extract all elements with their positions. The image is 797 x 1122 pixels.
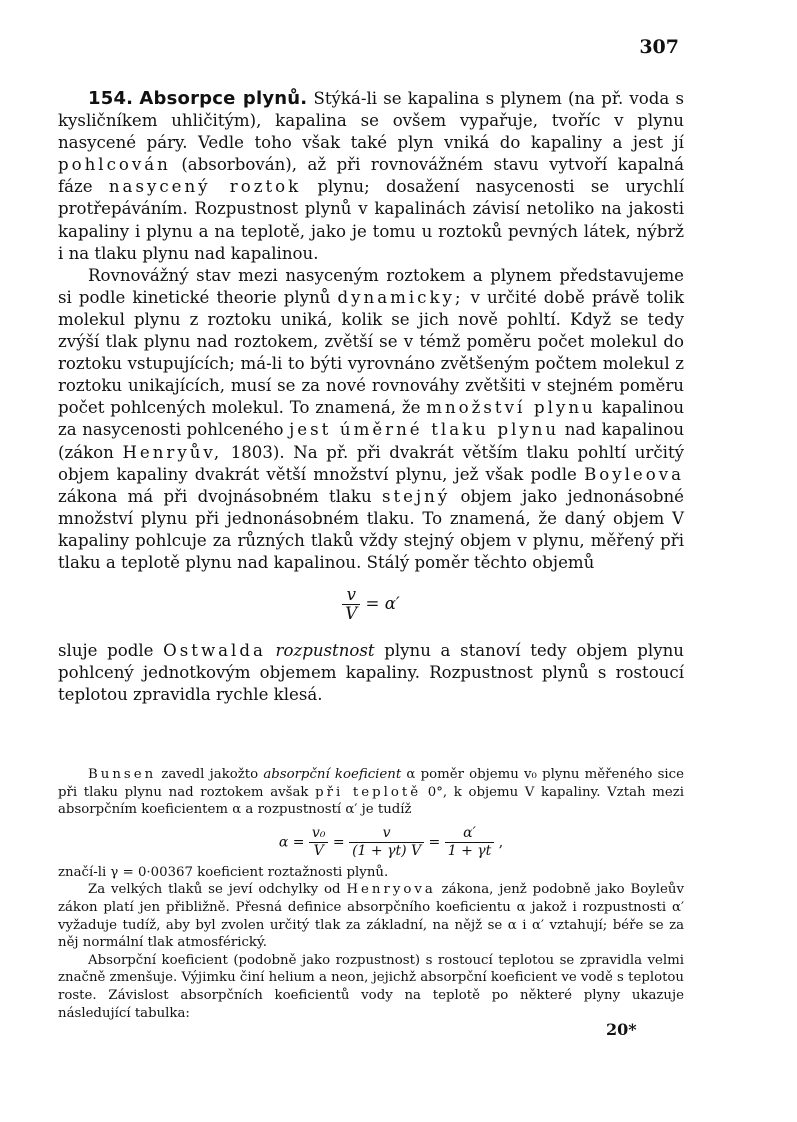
formula-lhs: α = bbox=[278, 834, 305, 851]
numerator: v bbox=[349, 825, 424, 843]
text: 1803). Na př. při dvakrát větším tlaku pohltí určitý objem kapaliny dvakrát větší množství plynu, jež však podle bbox=[58, 442, 684, 484]
numerator: v bbox=[342, 586, 360, 605]
text: Za velkých tlaků se jeví odchylky od bbox=[88, 882, 341, 898]
text: α poměr objemu v₀ plynu měřeného sice při tlaku plynu nad roztokem avšak bbox=[58, 767, 684, 800]
small-paragraph-3: Absorpční koeficient (podobně jako rozpustnost) s rostoucí teplotou se zpravidla velmi značně zmenšuje. Výjimku činí helium a neon, jejichž absorpční koeficient ve vodě s teplotou roste. Závislost absorpčních koeficientů vody na teplotě po některé plyny ukazuje následující tabulka: bbox=[58, 952, 684, 1021]
text: v určité době právě tolik molekul plynu z roztoku uniká, kolik se jich nově pohltí. Když se tedy zvýší tlak plynu nad roztokem, zvětší se v témž poměru počet molekul do roztoku vstupujících; má-li to býti vyrovnáno zvětšeným počtem molekul z roztoku unikajících, musí se za nové rovnováhy zvětšiti v stejném poměru počet pohlcených molekul. To znamená, že bbox=[58, 287, 685, 418]
text: plynu a stanoví tedy objem plynu pohlcený jednotkovým objemem kapaliny. Rozpustnost plynů s rostoucí teplotou zpravidla rychle klesá. bbox=[58, 641, 684, 705]
section-number: 154. bbox=[88, 88, 134, 109]
numerator: α′ bbox=[445, 825, 495, 843]
text: zavedl jakožto bbox=[161, 767, 259, 782]
spaced-term: při teplotě bbox=[315, 784, 422, 800]
equals: = bbox=[428, 834, 441, 851]
paragraph-1 bbox=[58, 88, 684, 265]
denominator: 1 + γt bbox=[447, 842, 492, 859]
text: objem jako jednonásobné množství plynu při jednonásobném tlaku. To znamená, že daný objem V kapaliny pohlcuje za různých tlaků vždy stejný objem v plynu, měřený při tlaku a teplotě plynu nad kapalinou. Stálý poměr těchto objemů bbox=[58, 486, 684, 572]
italic-term: absorpční koeficient bbox=[263, 767, 402, 782]
text: kapalinou za nasycenosti pohlceného bbox=[58, 398, 685, 440]
text: zákona, jenž podobně jako Boyleův zákon platí jen přibližně. Přesná definice absorpčního koeficientu α jakož i rozpustnosti α′ vyžaduje tudíž, aby byl zvolen určitý tlak za základní, na nějž se α i α′ vztahují; béře se za něj normální tlak atmosférický. bbox=[58, 882, 684, 951]
spaced-term: Henryův, bbox=[122, 442, 223, 462]
formula-solubility bbox=[58, 586, 684, 632]
spaced-term: Henryova bbox=[346, 882, 436, 898]
main-text bbox=[58, 88, 684, 706]
denominator: V bbox=[345, 604, 358, 624]
spaced-term: jest úměrné tlaku plynu bbox=[289, 420, 560, 440]
numerator: v₀ bbox=[309, 825, 329, 843]
section-title: Absorpce plynů. bbox=[139, 88, 308, 109]
spaced-term: nasycený roztok bbox=[108, 177, 302, 197]
text: Stýká-li se kapalina s plynem (na př. voda s kysličníkem uhličitým), kapalina se ovšem vypařuje, tvoříc v plynu nasycené páry. Vedle toho však také plyn vniká do kapaliny a jest jí bbox=[58, 89, 684, 153]
small-paragraph-2 bbox=[58, 881, 684, 951]
fraction bbox=[309, 825, 329, 860]
spaced-term: Ostwalda bbox=[163, 641, 266, 661]
small-paragraph-1 bbox=[58, 766, 684, 819]
text: 0°, k objemu V kapaliny. Vztah mezi absorpčním koeficientem α a rozpustností α′ je tudíž bbox=[58, 784, 684, 818]
spaced-term: stejný bbox=[381, 486, 451, 506]
denominator: V bbox=[313, 842, 324, 859]
italic-term: rozpustnost bbox=[275, 641, 375, 661]
comma: , bbox=[498, 834, 504, 851]
spaced-term: Boyleova bbox=[584, 464, 685, 484]
paragraph-2 bbox=[58, 265, 684, 574]
denominator: (1 + γt) V bbox=[352, 842, 422, 859]
fraction bbox=[445, 825, 495, 860]
page-number: 307 bbox=[639, 36, 679, 58]
small-paragraph-1b: značí-li γ = 0·00367 koeficient roztažnosti plynů. bbox=[58, 864, 389, 880]
text: Rovnovážný stav mezi nasyceným roztokem a plynem představujeme si podle kinetické theorie plynů bbox=[58, 265, 684, 307]
text: (absorbován), až při rovnovážném stavu vytvoří kapalná fáze bbox=[58, 155, 684, 197]
formula-rhs: = α′ bbox=[365, 594, 400, 614]
spaced-term: množství plynu bbox=[426, 398, 596, 418]
text: plynu; dosažení nasycenosti se urychlí protřepáváním. Rozpustnost plynů v kapalinách závisí netoliko na jakosti kapaliny i plynu a na teplotě, jako je tomu u roztoků pevných látek, nýbrž i na tlaku plynu nad kapalinou. bbox=[58, 177, 684, 263]
fraction bbox=[349, 825, 424, 860]
printer-signature: 20* bbox=[606, 1020, 637, 1039]
formula-absorption bbox=[98, 825, 684, 860]
text: nad kapalinou (zákon bbox=[58, 420, 685, 462]
spaced-term: Bunsen bbox=[88, 767, 157, 782]
spaced-term: dynamicky; bbox=[337, 287, 464, 307]
text: zákona má při dvojnásobném tlaku bbox=[58, 486, 372, 506]
fraction bbox=[342, 586, 360, 623]
text: sluje podle bbox=[58, 641, 154, 661]
spaced-term: pohlcován bbox=[58, 155, 171, 175]
equals: = bbox=[332, 834, 345, 851]
small-print bbox=[58, 766, 684, 1022]
paragraph-3 bbox=[58, 640, 684, 706]
